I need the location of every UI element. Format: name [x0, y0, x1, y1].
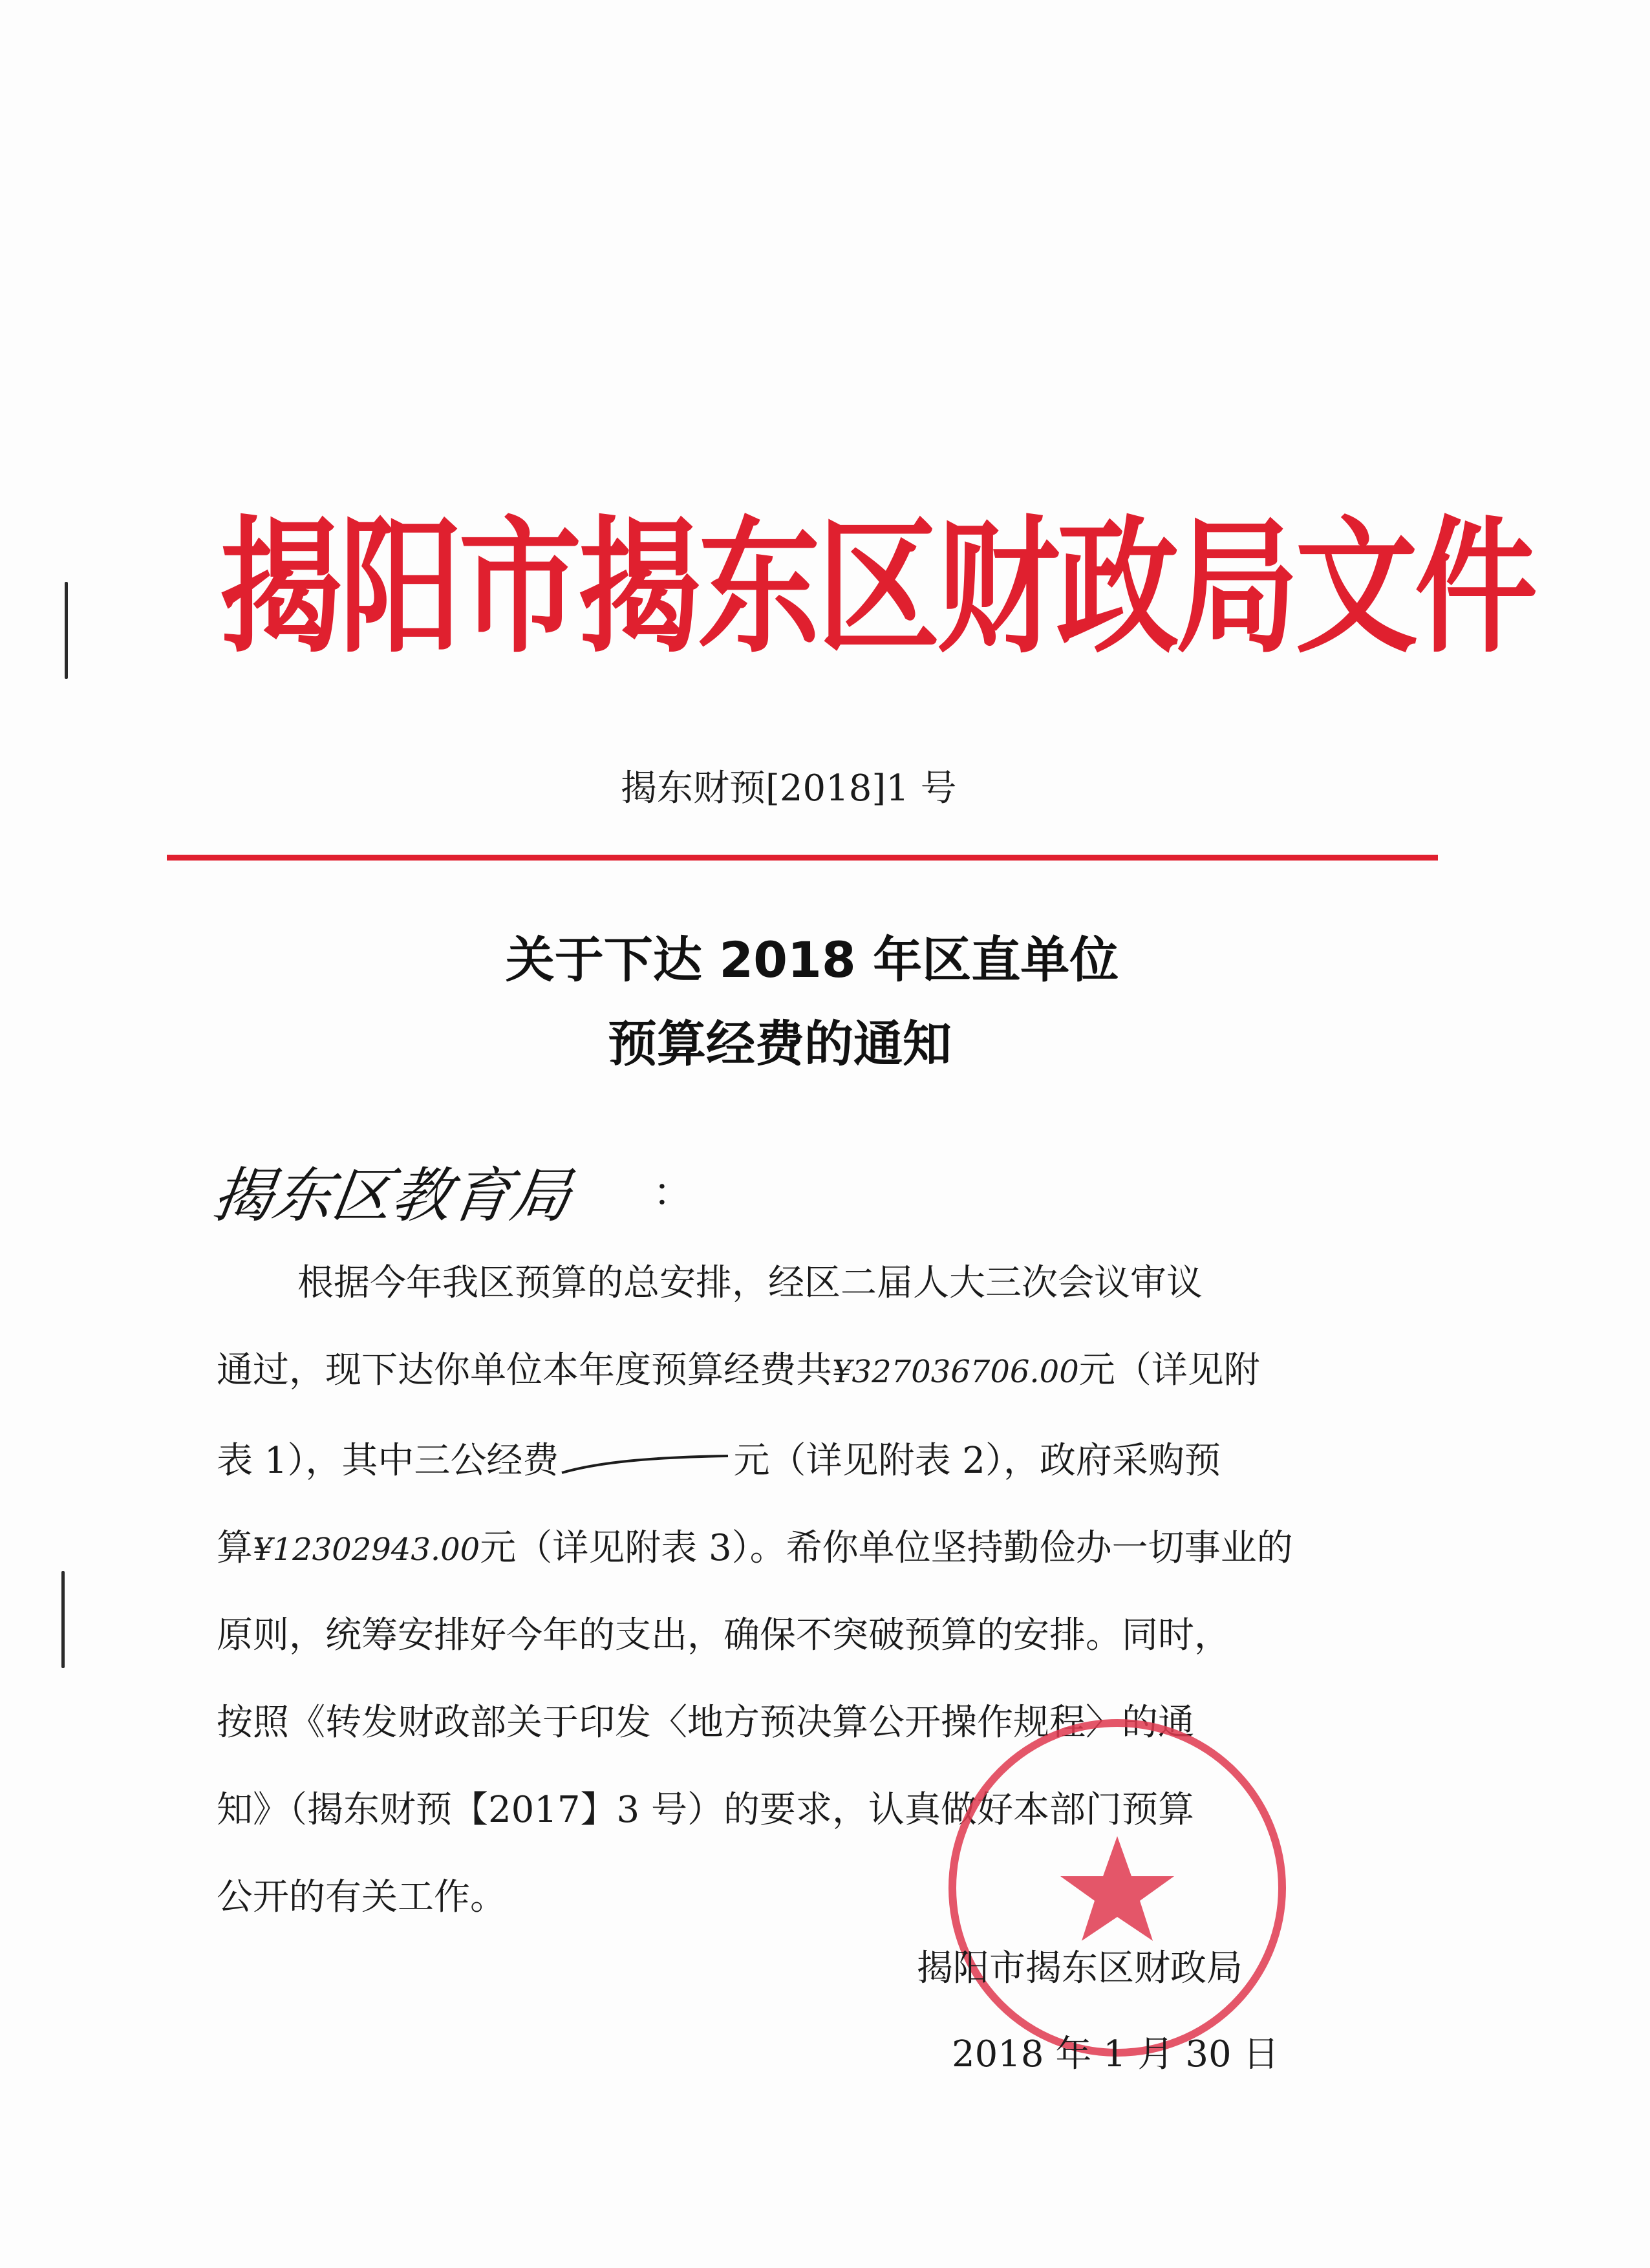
recipient-colon: ： [653, 1170, 692, 1215]
body-line-3-prefix: 表 1），其中三公经费 [217, 1440, 559, 1482]
binding-mark-top [65, 582, 68, 679]
body-line-4 [217, 1523, 1293, 1576]
body-line-3-suffix: 元（详见附表 2），政府采购预 [733, 1440, 1221, 1482]
issuer-name: 揭阳市揭东区财政局 [917, 1947, 1243, 1989]
body-line-7: 知》（揭东财预【2017】3 号）的要求，认真做好本部门预算 [217, 1789, 1194, 1831]
notice-title-line2: 预算经费的通知 [608, 1015, 952, 1073]
body-line-1: 根据今年我区预算的总安排，经区二届人大三次会议审议 [297, 1262, 1203, 1304]
official-seal [936, 1707, 1298, 2069]
recipient-handwritten: 揭东区教育局 [208, 1161, 575, 1230]
body-line-4-prefix: 算 [217, 1527, 253, 1569]
notice-title-line1: 关于下达 2018 年区直单位 [505, 931, 1119, 989]
procurement-amount-handwritten: ¥12302943.00 [253, 1532, 480, 1568]
body-line-6: 按照《转发财政部关于印发〈地方预决算公开操作规程〉的通 [217, 1702, 1194, 1744]
body-line-8: 公开的有关工作。 [217, 1876, 506, 1918]
document-header-title: 揭阳市揭东区财政局文件 [220, 503, 1534, 673]
binding-mark-bottom [61, 1571, 65, 1668]
issue-date: 2018 年 1 月 30 日 [952, 2033, 1280, 2075]
budget-amount-handwritten: ¥327036706.00 [832, 1354, 1079, 1390]
blank-handwritten-stroke [559, 1451, 733, 1477]
document-number: 揭东财预[2018]1 号 [621, 767, 957, 809]
seal-star-icon [1060, 1836, 1174, 1941]
body-line-2 [217, 1345, 1260, 1398]
body-line-5: 原则，统筹安排好今年的支出，确保不突破预算的安排。同时， [217, 1614, 1230, 1656]
body-line-2-prefix: 通过，现下达你单位本年度预算经费共 [217, 1349, 832, 1391]
body-line-2-suffix: 元（详见附 [1078, 1349, 1260, 1391]
body-line-3 [217, 1435, 1221, 1487]
body-line-4-suffix: 元（详见附表 3）。希你单位坚持勤俭办一切事业的 [480, 1527, 1293, 1569]
header-red-rule [167, 855, 1438, 861]
